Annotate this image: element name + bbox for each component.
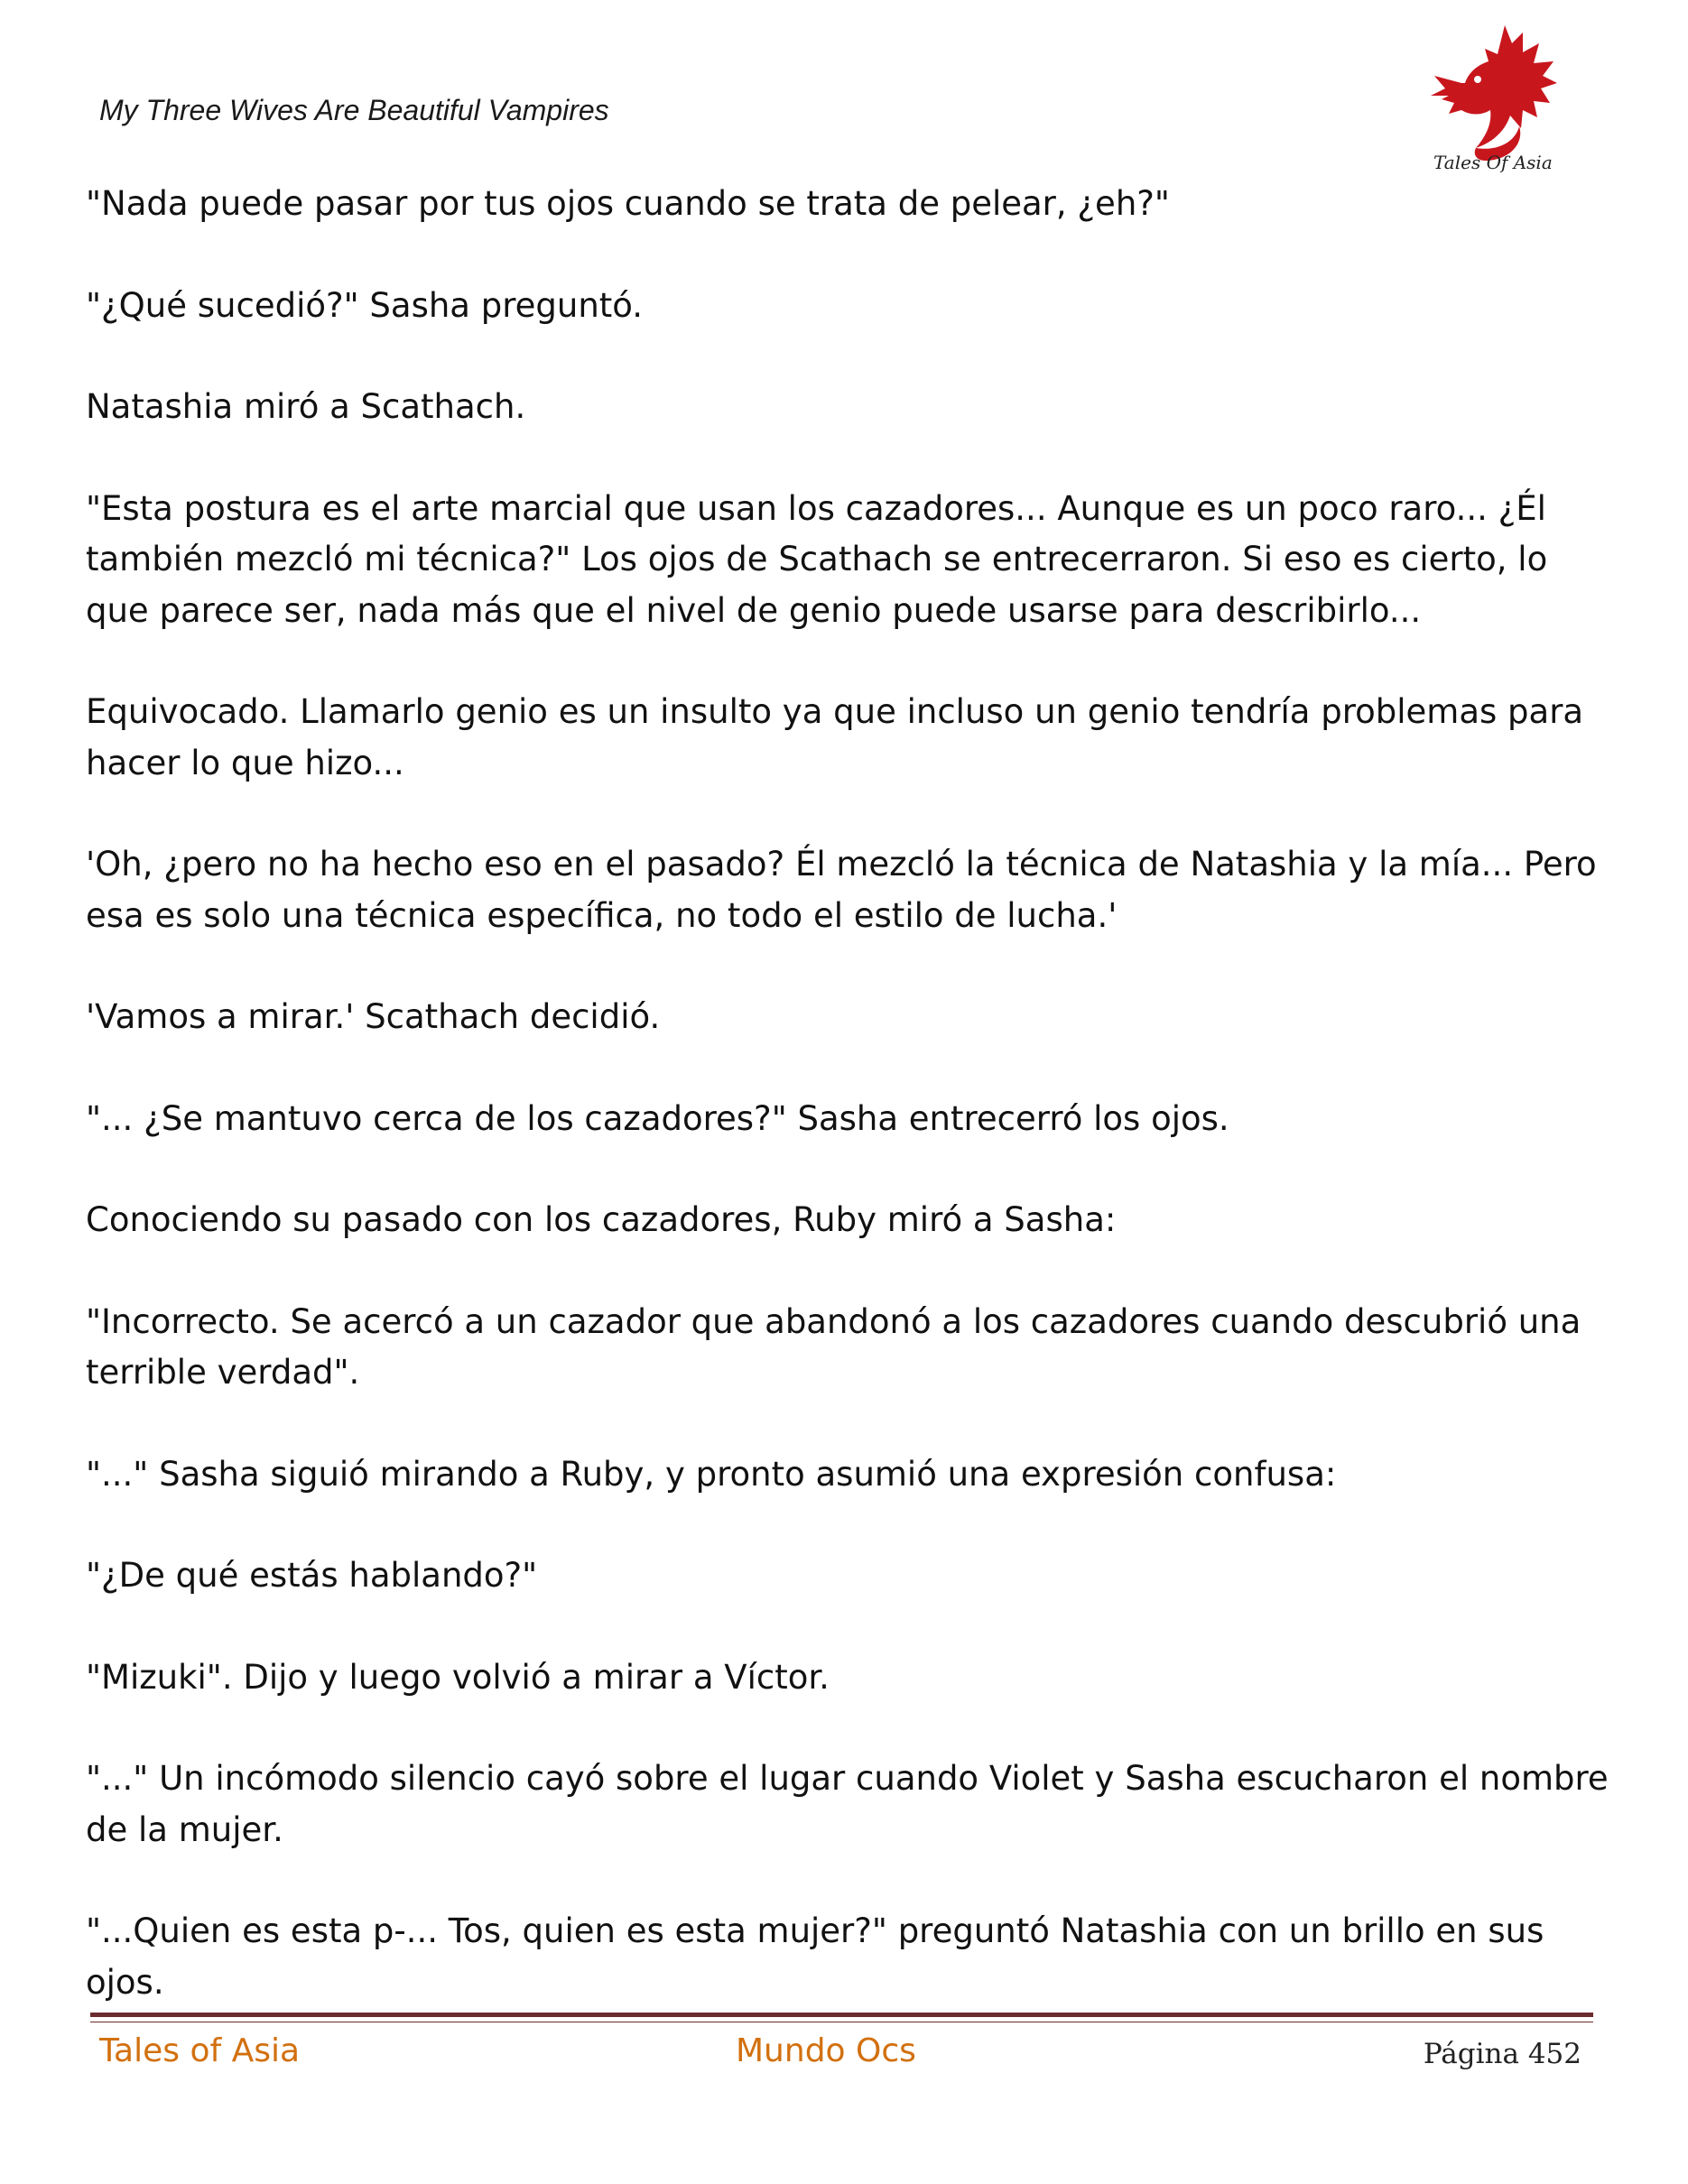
paragraph: "Esta postura es el arte marcial que usan los cazadores... Aunque es un poco raro... ¿Él también mezcló mi técnica?" Los ojos de Scathach se entrecerraron. Si eso es cierto, lo que parece ser, nada más que el nivel de genio puede usarse para describirlo...: [86, 488, 1548, 630]
document-header-title: My Three Wives Are Beautiful Vampires: [99, 94, 609, 126]
footer-site-name: Tales of Asia: [99, 2032, 301, 2069]
paragraph: "...Quien es esta p-... Tos, quien es esta mujer?" preguntó Natashia con un brillo en sus ojos.: [86, 1911, 1544, 2002]
footer-rule: [90, 2013, 1593, 2017]
footer-section-name: Mundo Ocs: [736, 2032, 916, 2069]
paragraph: 'Oh, ¿pero no ha hecho eso en el pasado? Él mezcló la técnica de Natashia y la mía... Pero esa es solo una técnica específica, no todo el estilo de lucha.': [86, 845, 1597, 935]
document-body: [86, 179, 1611, 2059]
paragraph: "Mizuki". Dijo y luego volvió a mirar a Víctor.: [86, 1657, 830, 1697]
paragraph: "¿De qué estás hablando?": [86, 1556, 538, 1595]
paragraph: Conociendo su pasado con los cazadores, Ruby miró a Sasha:: [86, 1200, 1117, 1239]
paragraph: "¿Qué sucedió?" Sasha preguntó.: [86, 285, 644, 325]
paragraph: "... ¿Se mantuvo cerca de los cazadores?" Sasha entrecerró los ojos.: [86, 1098, 1229, 1138]
paragraph: 'Vamos a mirar.' Scathach decidió.: [86, 997, 661, 1036]
paragraph: Natashia miró a Scathach.: [86, 387, 526, 426]
paragraph: "..." Un incómodo silencio cayó sobre el lugar cuando Violet y Sasha escucharon el nombre de la mujer.: [86, 1759, 1609, 1849]
logo-text: Tales Of Asia: [1433, 152, 1553, 173]
paragraph: "Nada puede pasar por tus ojos cuando se trata de pelear, ¿eh?": [86, 184, 1170, 223]
paragraph: "Incorrecto. Se acercó a un cazador que abandonó a los cazadores cuando descubrió una terrible verdad".: [86, 1301, 1581, 1392]
footer-page-number: Página 452: [1423, 2038, 1581, 2070]
paragraph: Equivocado. Llamarlo genio es un insulto ya que incluso un genio tendría problemas para hacer lo que hizo...: [86, 692, 1584, 782]
paragraph: "..." Sasha siguió mirando a Ruby, y pronto asumió una expresión confusa:: [86, 1454, 1337, 1494]
